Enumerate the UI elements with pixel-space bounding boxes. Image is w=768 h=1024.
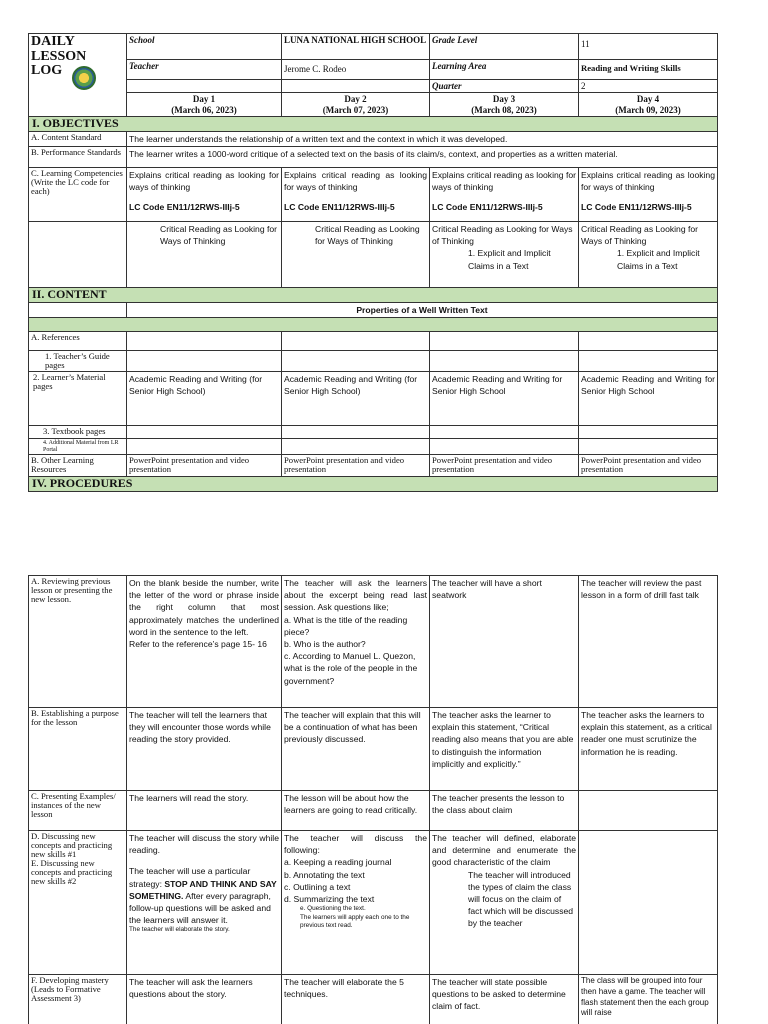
procedure-note: e. Questioning the text. <box>300 905 366 913</box>
topic-text: Critical Reading as Looking for Ways of Thinking <box>315 224 420 247</box>
grade-label: Grade Level <box>430 34 579 60</box>
lc-code: LC Code EN11/12RWS-IIIj-5 <box>581 202 692 213</box>
competency-text: Explains critical reading as looking for ways of thinking <box>581 170 715 193</box>
procedure-cell <box>282 576 430 708</box>
procedure-text: The teacher will ask the learners about the excerpt being read last session. Ask questions like; <box>284 578 427 613</box>
other-resources-value: PowerPoint presentation and video presentation <box>579 455 718 477</box>
school-seal-icon <box>72 66 96 90</box>
purpose-label: B. Establishing a purpose for the lesson <box>29 708 127 791</box>
other-resources-value: PowerPoint presentation and video presentation <box>430 455 579 477</box>
procedure-cell: The teacher will state possible questions to be asked to determine claim of fact. <box>430 975 579 1024</box>
topic-sub: 1. Explicit and Implicit Claims in a Text <box>468 248 551 271</box>
procedure-text: The teacher will use a particular strategy: <box>129 866 251 889</box>
procedure-cell <box>579 791 718 831</box>
procedure-text: After every paragraph, follow-up questions will be asked and the learners will answer it. <box>129 890 271 926</box>
competency-text: Explains critical reading as looking for ways of thinking <box>432 170 576 193</box>
lesson-log-table-2 <box>28 575 717 1024</box>
procedure-text: Refer to the reference’s page 15- 16 <box>129 639 267 650</box>
teachers-guide-label: 1. Teacher’s Guide pages <box>29 351 127 372</box>
strategy-name: STOP AND THINK AND SAY SOMETHING. <box>129 878 277 901</box>
procedure-cell <box>282 831 430 975</box>
learners-material-value: Academic Reading and Writing (for Senior High School) <box>282 372 430 426</box>
topic-cell <box>282 222 430 288</box>
learners-material-value: Academic Reading and Writing for Senior High School <box>430 372 579 426</box>
procedure-item: d. Summarizing the text <box>284 894 375 905</box>
performance-standard-label: B. Performance Standards <box>29 147 127 168</box>
lc-code: LC Code EN11/12RWS-IIIj-5 <box>129 202 240 213</box>
developing-mastery-label: F. Developing mastery (Leads to Formative Assessment 3) <box>29 975 127 1024</box>
procedure-note: The learners will apply each one to the previous text read. <box>300 913 410 929</box>
school-label: School <box>127 34 282 60</box>
lc-code: LC Code EN11/12RWS-IIIj-5 <box>284 202 395 213</box>
discussing-1-label: D. Discussing new concepts and practicing new skills #1 <box>31 831 113 860</box>
teacher-value: Jerome C. Rodeo <box>282 60 430 80</box>
procedure-text: c. According to Manuel L. Quezon, what is the role of the people in the government? <box>284 651 418 686</box>
quarter-value: 2 <box>579 80 718 93</box>
procedure-cell: The teacher will explain that this will be a continuation of what has been previously discussed. <box>282 708 430 791</box>
school-value: LUNA NATIONAL HIGH SCHOOL <box>282 34 430 60</box>
area-label: Learning Area <box>430 60 579 80</box>
competency-cell <box>579 168 718 222</box>
learners-material-value: Academic Reading and Writing (for Senior High School) <box>127 372 282 426</box>
competencies-label: C. Learning Competencies (Write the LC code for each) <box>29 168 127 222</box>
procedure-cell: The teacher will tell the learners that they will encounter those words while reading the story provided. <box>127 708 282 791</box>
other-resources-value: PowerPoint presentation and video presentation <box>282 455 430 477</box>
other-resources-label: B. Other Learning Resources <box>29 455 127 477</box>
procedure-cell: The learners will read the story. <box>127 791 282 831</box>
day-header <box>430 93 579 117</box>
competency-cell <box>127 168 282 222</box>
procedure-item: c. Outlining a text <box>284 881 351 892</box>
procedure-text: b. Who is the author? <box>284 639 366 650</box>
topic-cell <box>127 222 282 288</box>
topic-text: Critical Reading as Looking for Ways of Thinking <box>581 224 699 247</box>
lc-code: LC Code EN11/12RWS-IIIj-5 <box>432 202 543 213</box>
content-standard-label: A. Content Standard <box>29 131 127 146</box>
title-line: DAILY <box>31 34 75 49</box>
lesson-log-table-1 <box>28 33 717 492</box>
day-header <box>127 93 282 117</box>
procedure-text: a. What is the title of the reading piece? <box>284 614 408 637</box>
procedure-cell: The teacher will have a short seatwork <box>430 576 579 708</box>
day-date: (March 07, 2023) <box>322 104 389 115</box>
procedure-cell: The lesson will be about how the learners are going to read critically. <box>282 791 430 831</box>
procedure-cell: The teacher presents the lesson to the class about claim <box>430 791 579 831</box>
procedure-text: On the blank beside the number, write the letter of the word or phrase inside the right column that most approximately matches the underlined word in the sentence to the left. <box>129 578 279 637</box>
day-label: Day 1 <box>192 94 216 105</box>
procedure-text: The teacher will discuss the story while reading. <box>129 833 279 856</box>
day-date: (March 09, 2023) <box>615 104 681 115</box>
procedure-cell: The teacher asks the learners to explain this statement, as a critical reader one must scrutinize the information he is reading. <box>579 708 718 791</box>
competency-text: Explains critical reading as looking for ways of thinking <box>284 170 427 193</box>
procedure-cell <box>127 831 282 975</box>
procedure-text: The teacher will introduced the types of claim the class will focus on the claim of fact which will be discussed by the teacher <box>468 869 574 929</box>
competency-cell <box>430 168 579 222</box>
content-heading: II. CONTENT <box>29 288 718 303</box>
textbook-label: 3. Textbook pages <box>29 426 127 439</box>
procedure-cell: The teacher asks the learner to explain this statement, “Critical reading also means that you are able to distinguish the information implicitly and explicitly.” <box>430 708 579 791</box>
other-resources-value: PowerPoint presentation and video presentation <box>127 455 282 477</box>
procedure-cell <box>430 831 579 975</box>
teacher-label: Teacher <box>127 60 282 80</box>
presenting-label: C. Presenting Examples/ instances of the new lesson <box>29 791 127 831</box>
procedure-cell: The teacher will review the past lesson in a form of drill fast talk <box>579 576 718 708</box>
reviewing-label: A. Reviewing previous lesson or presenting the new lesson. <box>29 576 127 708</box>
day-header <box>282 93 430 117</box>
title-line: LOG <box>31 63 63 79</box>
procedure-cell: The teacher will ask the learners questions about the story. <box>127 975 282 1024</box>
procedure-cell: The teacher will elaborate the 5 techniques. <box>282 975 430 1024</box>
content-standard-text: The learner understands the relationship of a written text and the context in which it was developed. <box>127 131 718 146</box>
area-value: Reading and Writing Skills <box>579 60 718 80</box>
title-line: LESSON <box>31 48 87 64</box>
procedures-heading: IV. PROCEDURES <box>29 477 718 492</box>
competency-text: Explains critical reading as looking for ways of thinking <box>129 170 279 193</box>
competency-cell <box>282 168 430 222</box>
procedure-item: a. Keeping a reading journal <box>284 857 392 868</box>
procedure-note: The teacher will elaborate the story. <box>129 926 230 934</box>
procedure-item: b. Annotating the text <box>284 869 365 880</box>
discussing-2-label: E. Discussing new concepts and practicing new skills #2 <box>31 858 113 887</box>
procedure-text: The teacher will discuss the following: <box>284 833 427 856</box>
procedure-cell <box>127 576 282 708</box>
title-cell <box>29 34 127 117</box>
additional-material-label: 4. Additional Material from LR Portal <box>29 439 127 455</box>
objectives-heading: I. OBJECTIVES <box>29 117 718 132</box>
learners-material-label: 2. Learner’s Material pages <box>29 372 127 426</box>
content-topic: Properties of a Well Written Text <box>127 303 718 318</box>
topic-cell <box>579 222 718 288</box>
learning-resources-band <box>29 318 718 332</box>
procedure-text: The teacher will defined, elaborate and determine and enumerate the good characteristic of the claim <box>432 833 576 868</box>
day-label: Day 4 <box>636 94 660 105</box>
quarter-label: Quarter <box>430 80 579 93</box>
topic-sub: 1. Explicit and Implicit Claims in a Text <box>617 248 700 271</box>
day-date: (March 08, 2023) <box>471 104 537 115</box>
topic-text: Critical Reading as Looking for Ways of Thinking <box>160 224 278 247</box>
day-label: Day 3 <box>492 94 516 105</box>
topic-text: Critical Reading as Looking for Ways of Thinking <box>432 224 573 247</box>
day-header <box>579 93 718 117</box>
day-date: (March 06, 2023) <box>171 104 237 115</box>
topic-cell <box>430 222 579 288</box>
learners-material-value: Academic Reading and Writing for Senior High School <box>579 372 718 426</box>
performance-standard-text: The learner writes a 1000-word critique of a selected text on the basis of its claim/s, context, and properties as a written material. <box>127 147 718 168</box>
day-label: Day 2 <box>344 94 367 105</box>
discussing-labels <box>29 831 127 975</box>
references-label: A. References <box>29 332 127 351</box>
procedure-cell: The class will be grouped into four then have a game. The teacher will flash statement then the each group will raise <box>579 975 718 1024</box>
grade-value: 11 <box>579 34 718 60</box>
